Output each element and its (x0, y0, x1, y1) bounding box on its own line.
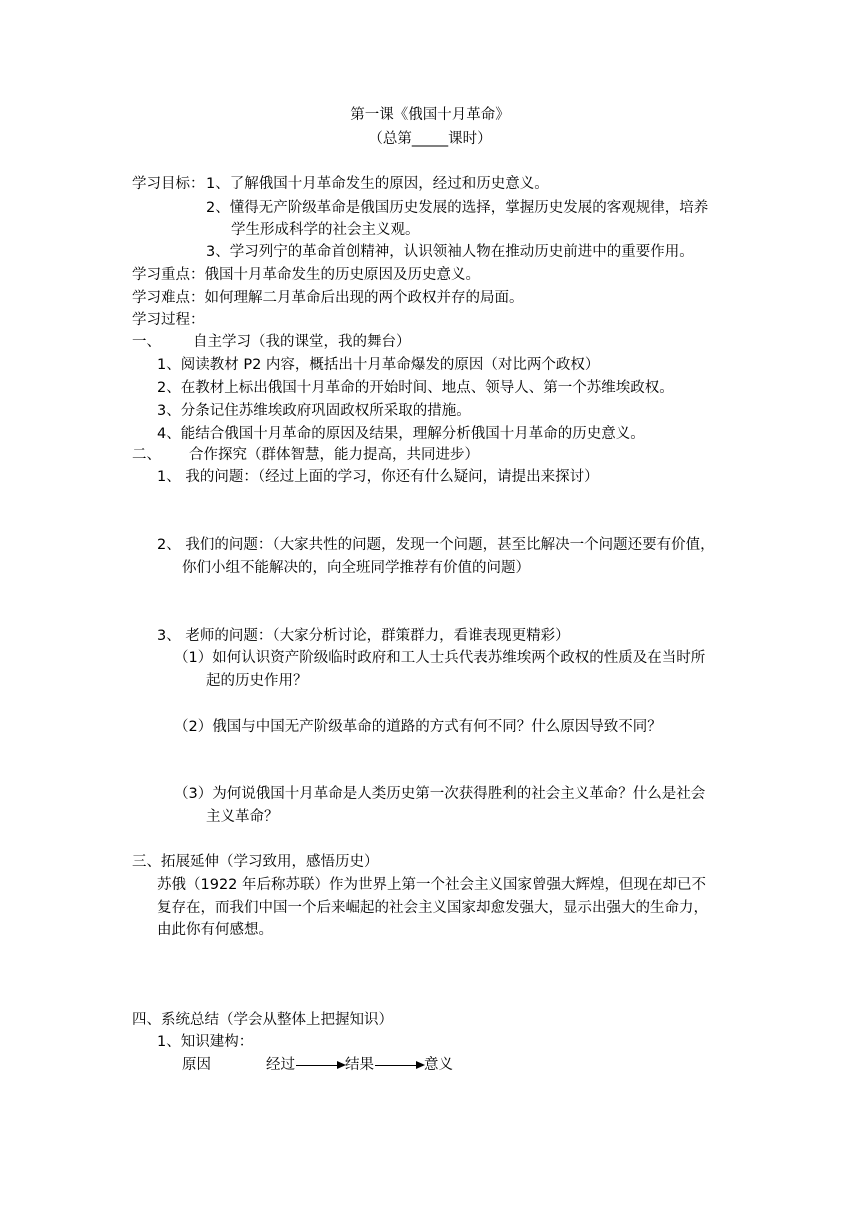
flow-significance: 意义 (424, 1057, 453, 1073)
objectives-label: 学习目标： (132, 176, 205, 192)
knowledge-flow (266, 1054, 453, 1076)
question-1: 1、 我的问题：（经过上面的学习，你还有什么疑问，请提出来探讨） (157, 469, 599, 485)
learning-focus: 学习重点：俄国十月革命发生的历史原因及历史意义。 (132, 267, 480, 283)
section-3-paragraph-line-2: 复存在，而我们中国一个后来崛起的社会主义国家却愈发强大，显示出强大的生命力， (157, 900, 708, 916)
section-1-item-2: 2、在教材上标出俄国十月革命的开始时间、地点、领导人、第一个苏维埃政权。 (157, 380, 674, 396)
section-3-paragraph-line-3: 由此你有何感想。 (157, 922, 273, 938)
objective-item-1: 1、了解俄国十月革命发生的原因，经过和历史意义。 (206, 176, 549, 192)
arrow-right-icon (296, 1065, 344, 1066)
page-subtitle: （总第_____课时） (368, 131, 492, 147)
flow-process: 经过 (266, 1057, 295, 1073)
section-1-item-4: 4、能结合俄国十月革命的原因及结果，理解分析俄国十月革命的历史意义。 (157, 426, 645, 442)
question-3: 3、 老师的问题：（大家分析讨论，群策群力，看谁表现更精彩） (157, 628, 570, 644)
section-3-paragraph-line-1: 苏俄（1922 年后称苏联）作为世界上第一个社会主义国家曾强大辉煌，但现在却已不 (157, 877, 707, 893)
sub-question-2: （2）俄国与中国无产阶级革命的道路的方式有何不同？什么原因导致不同？ (174, 719, 662, 735)
section-2-title: 合作探究（群体智慧，能力提高，共同进步） (189, 447, 479, 463)
section-2-number: 二、 (132, 447, 161, 463)
section-1-item-1: 1、阅读教材 P2 内容，概括出十月革命爆发的原因（对比两个政权） (157, 357, 600, 373)
section-1-title: 自主学习（我的课堂，我的舞台） (193, 334, 411, 350)
flow-result: 结果 (345, 1057, 374, 1073)
section-1-item-3: 3、分条记住苏维埃政府巩固政权所采取的措施。 (157, 403, 471, 419)
objective-item-3: 3、学习列宁的革命首创精神，认识领袖人物在推动历史前进中的重要作用。 (206, 244, 694, 260)
arrow-right-icon (375, 1065, 423, 1066)
question-2-line-1: 2、 我们的问题：（大家共性的问题，发现一个问题，甚至比解决一个问题还要有价值， (157, 537, 715, 553)
knowledge-structure-label: 1、知识建构： (157, 1034, 254, 1050)
flow-cause: 原因 (182, 1057, 211, 1073)
sub-question-3-line-2: 主义革命？ (206, 809, 279, 825)
learning-difficulty: 学习难点：如何理解二月革命后出现的两个政权并存的局面。 (132, 290, 524, 306)
objective-item-2-line-2: 学生形成科学的社会主义观。 (231, 222, 420, 238)
question-2-line-2: 你们小组不能解决的，向全班同学推荐有价值的问题） (182, 560, 530, 576)
sub-question-1-line-2: 起的历史作用？ (206, 673, 308, 689)
section-3-title: 三、拓展延伸（学习致用，感悟历史） (132, 854, 379, 870)
objective-item-2-line-1: 2、懂得无产阶级革命是俄国历史发展的选择，掌握历史发展的客观规律，培养 (206, 200, 709, 216)
learning-process-label: 学习过程： (132, 312, 205, 328)
section-1-number: 一、 (132, 334, 161, 350)
sub-question-1-line-1: （1）如何认识资产阶级临时政府和工人士兵代表苏维埃两个政权的性质及在当时所 (174, 650, 706, 666)
section-4-title: 四、系统总结（学会从整体上把握知识） (132, 1012, 393, 1028)
page-title: 第一课《俄国十月革命》 (350, 107, 510, 123)
sub-question-3-line-1: （3）为何说俄国十月革命是人类历史第一次获得胜利的社会主义革命？什么是社会 (174, 786, 706, 802)
